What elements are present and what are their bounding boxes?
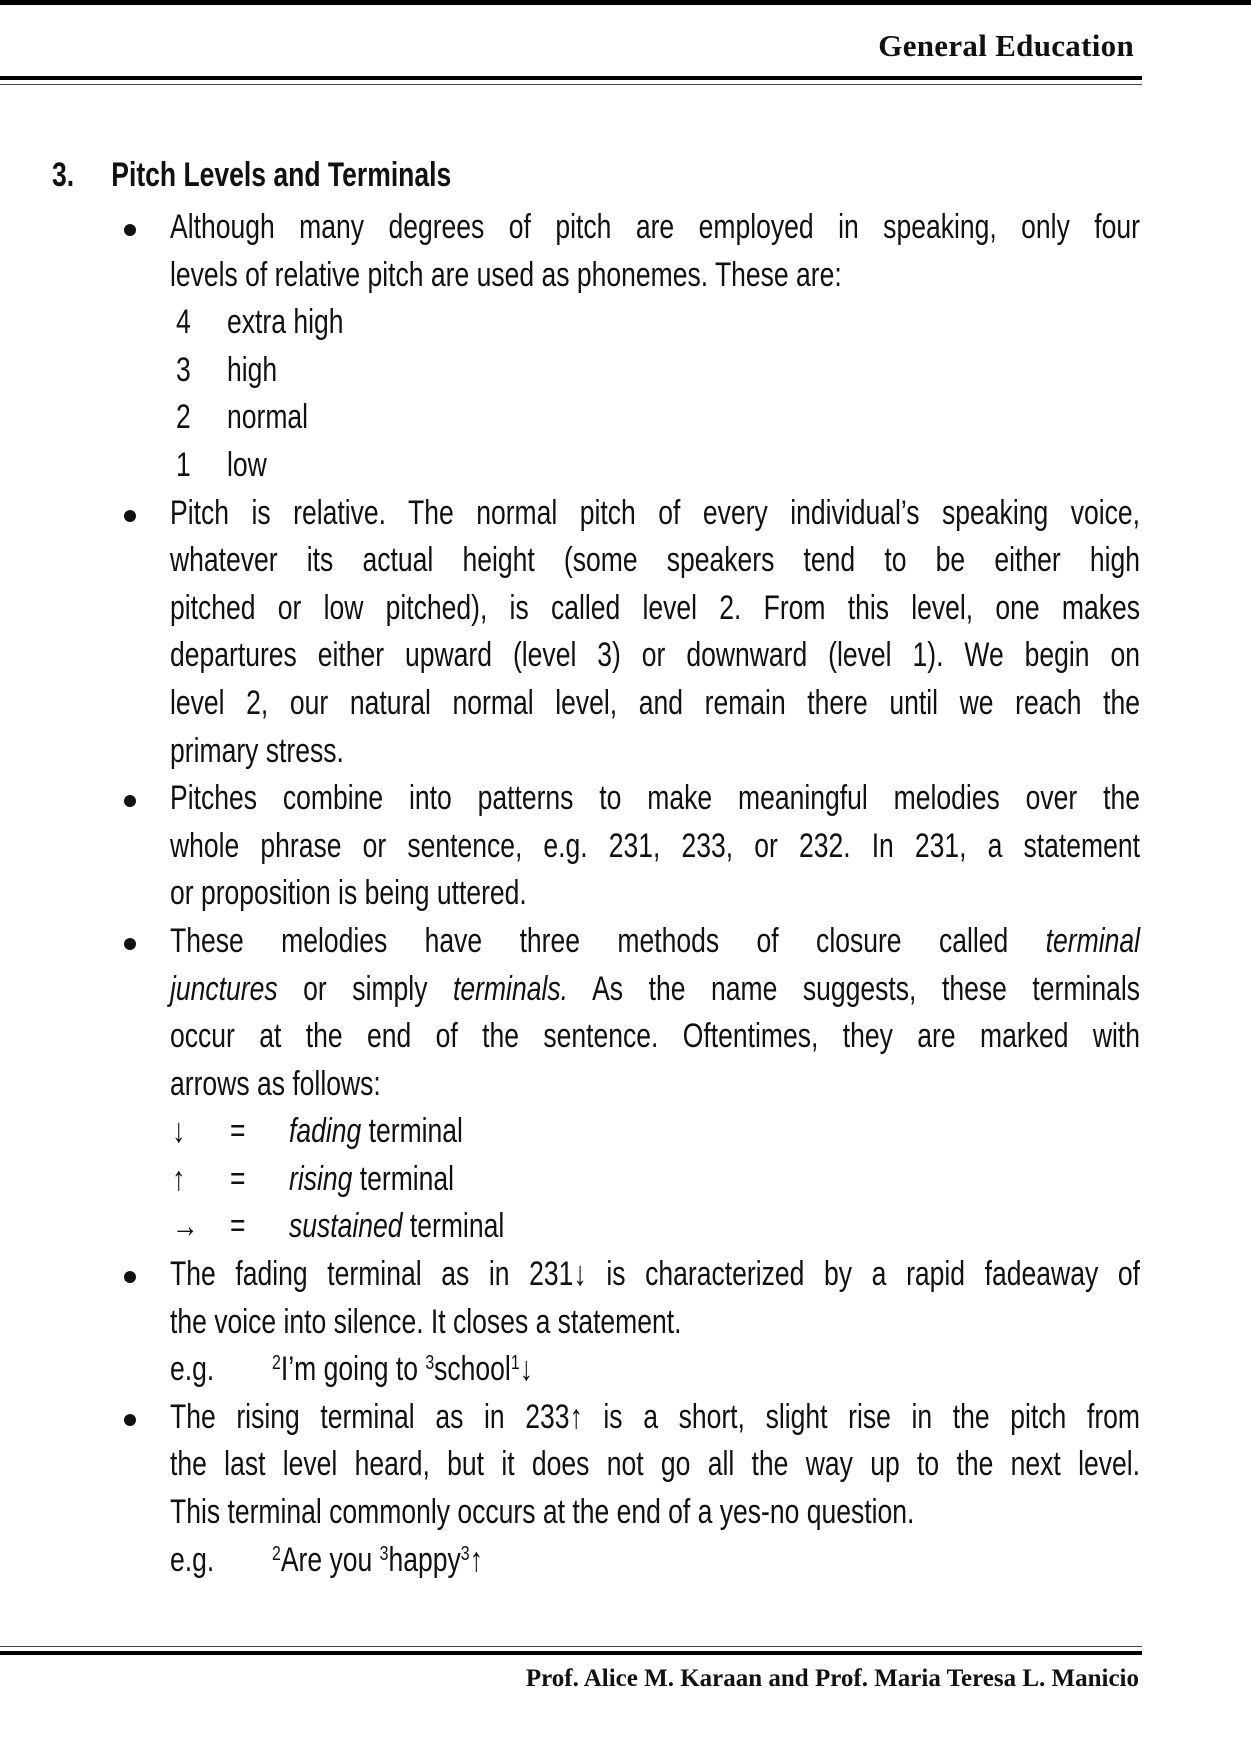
pitch-number: 3	[460, 1542, 470, 1565]
line-text	[170, 870, 527, 918]
terminal-definition	[289, 1108, 463, 1156]
text-run: the last level heard, but it does not go all the way up to the next level.	[170, 1445, 1140, 1484]
text-run: whole phrase or sentence, e.g. 231, 233, or 232. In 231, a statement	[170, 826, 1140, 865]
terminal-definition	[289, 1203, 504, 1251]
text-line	[0, 870, 1251, 918]
text-run: This terminal commonly occurs at the end of a yes-no question.	[170, 1493, 915, 1532]
arrow-up-icon: ↑	[172, 1159, 186, 1198]
text-run: school	[434, 1350, 511, 1389]
pitch-level-label: low	[227, 445, 267, 484]
pitch-level-number: 4	[176, 303, 191, 342]
line-text	[170, 1441, 1140, 1489]
line-text	[170, 1013, 1140, 1061]
bullet-icon	[124, 1414, 136, 1426]
line-text	[170, 1061, 381, 1109]
text-run: terminal	[352, 1159, 455, 1198]
bullet-item	[0, 918, 1251, 966]
italic-term: terminal	[1045, 921, 1140, 960]
text-run: levels of relative pitch are used as phonemes. These are:	[170, 255, 842, 294]
line-text	[170, 204, 1140, 252]
line-text	[170, 918, 1140, 966]
text-run: occur at the end of the sentence. Oftentimes, they are marked with	[170, 1017, 1140, 1056]
text-line	[0, 1299, 1251, 1347]
equals-sign: =	[230, 1112, 246, 1151]
line-text	[170, 680, 1140, 728]
bullet-icon	[124, 938, 136, 950]
line-text	[170, 537, 1140, 585]
text-run: Pitches combine into patterns to make meaningful melodies over the	[170, 779, 1140, 818]
text-run: ↓	[519, 1350, 533, 1389]
text-line	[0, 728, 1251, 776]
section-title: Pitch Levels and Terminals	[111, 156, 452, 194]
text-run: As the name suggests, these terminals	[567, 969, 1140, 1008]
pitch-level-label: high	[227, 350, 278, 389]
pitch-number: 1	[510, 1352, 520, 1375]
text-run: Although many degrees of pitch are employed in speaking, only four	[170, 208, 1140, 246]
section-body	[0, 204, 1251, 1584]
line-text	[170, 632, 1140, 680]
italic-term: terminals.	[453, 969, 568, 1008]
pitch-number: 2	[272, 1542, 281, 1565]
bullet-item	[0, 775, 1251, 823]
line-text	[170, 1299, 682, 1347]
arrow-down-icon: ↓	[172, 1112, 186, 1151]
terminal-definition	[289, 1156, 454, 1204]
pitch-level-number: 3	[176, 350, 191, 389]
line-text	[170, 1251, 1140, 1299]
section-heading	[52, 156, 451, 195]
text-run: Pitch is relative. The normal pitch of every individual’s speaking voice,	[170, 493, 1140, 532]
text-line	[0, 1156, 1251, 1204]
equals-sign: =	[230, 1159, 246, 1198]
text-line	[0, 1013, 1251, 1061]
text-line	[0, 1489, 1251, 1537]
section-number: 3.	[52, 156, 75, 194]
pitch-number: 3	[379, 1542, 389, 1565]
line-text	[170, 490, 1140, 538]
line-text	[170, 966, 1140, 1014]
example-label: e.g.	[170, 1540, 215, 1579]
text-run: or proposition is being uttered.	[170, 874, 527, 913]
text-run: These melodies have three methods of closure called	[170, 921, 1046, 960]
pitch-level-number: 2	[176, 398, 191, 437]
text-line	[0, 680, 1251, 728]
pitch-level-label: normal	[227, 398, 309, 437]
header-rule	[0, 76, 1142, 80]
text-line	[0, 394, 1251, 442]
bullet-item	[0, 1394, 1251, 1442]
text-run: ↑	[469, 1540, 483, 1579]
line-text	[170, 1394, 1140, 1442]
text-line	[0, 823, 1251, 871]
running-header: General Education	[878, 28, 1134, 63]
italic-term: fading	[289, 1112, 362, 1151]
text-line	[0, 1061, 1251, 1109]
text-line	[0, 252, 1251, 300]
text-line	[0, 1203, 1251, 1251]
running-footer: Prof. Alice M. Karaan and Prof. Maria Teresa L. Manicio	[525, 1665, 1139, 1692]
line-text	[170, 728, 344, 776]
text-line	[0, 299, 1251, 347]
pitch-number: 3	[425, 1352, 435, 1375]
text-run: The fading terminal as in 231↓ is characterized by a rapid fadeaway of	[170, 1255, 1140, 1294]
footer-rule	[0, 1651, 1142, 1655]
text-line	[0, 347, 1251, 395]
bullet-icon	[124, 795, 136, 807]
text-run: arrows as follows:	[170, 1064, 381, 1103]
text-run: terminal	[402, 1207, 505, 1246]
text-line	[0, 966, 1251, 1014]
line-text	[170, 823, 1140, 871]
italic-term: junctures	[170, 969, 278, 1008]
pitch-number: 2	[272, 1352, 281, 1375]
text-run: primary stress.	[170, 731, 344, 770]
text-run: whatever its actual height (some speakers tend to be either high	[170, 541, 1140, 580]
top-border	[0, 0, 1251, 5]
text-line	[0, 442, 1251, 490]
text-run: happy	[388, 1540, 461, 1579]
text-line	[0, 1537, 1251, 1585]
line-text	[170, 775, 1140, 823]
text-line	[0, 1441, 1251, 1489]
text-line	[0, 585, 1251, 633]
line-text	[170, 585, 1140, 633]
pitch-level-number: 1	[176, 445, 191, 484]
text-run: pitched or low pitched), is called level 2. From this level, one makes	[170, 588, 1140, 627]
line-text	[170, 1489, 914, 1537]
arrow-right-icon: →	[172, 1207, 199, 1246]
text-run: or simply	[277, 969, 454, 1008]
text-run: departures either upward (level 3) or downward (level 1). We begin on	[170, 636, 1140, 675]
equals-sign: =	[230, 1207, 246, 1246]
bullet-item	[0, 490, 1251, 538]
line-text	[170, 252, 842, 300]
bullet-item	[0, 204, 1251, 252]
text-run: terminal	[361, 1112, 463, 1151]
header-rule-thin	[0, 84, 1142, 85]
italic-term: sustained	[289, 1207, 403, 1246]
bullet-icon	[124, 224, 136, 236]
bullet-item	[0, 1251, 1251, 1299]
text-line	[0, 632, 1251, 680]
text-line	[0, 1346, 1251, 1394]
text-line	[0, 537, 1251, 585]
bullet-icon	[124, 1271, 136, 1283]
text-run: level 2, our natural normal level, and remain there until we reach the	[170, 683, 1140, 722]
text-line	[0, 1108, 1251, 1156]
example-label: e.g.	[170, 1350, 215, 1389]
pitch-level-label: extra high	[227, 303, 344, 342]
example-text	[272, 1346, 533, 1394]
footer-rule-thin	[0, 1646, 1142, 1647]
text-run: The rising terminal as in 233↑ is a short, slight rise in the pitch from	[170, 1397, 1140, 1436]
text-run: Are you	[280, 1540, 380, 1579]
example-text	[272, 1537, 483, 1585]
text-run: I’m going to	[280, 1350, 426, 1389]
text-run: the voice into silence. It closes a statement.	[170, 1302, 682, 1341]
italic-term: rising	[289, 1159, 353, 1198]
bullet-icon	[124, 510, 136, 522]
